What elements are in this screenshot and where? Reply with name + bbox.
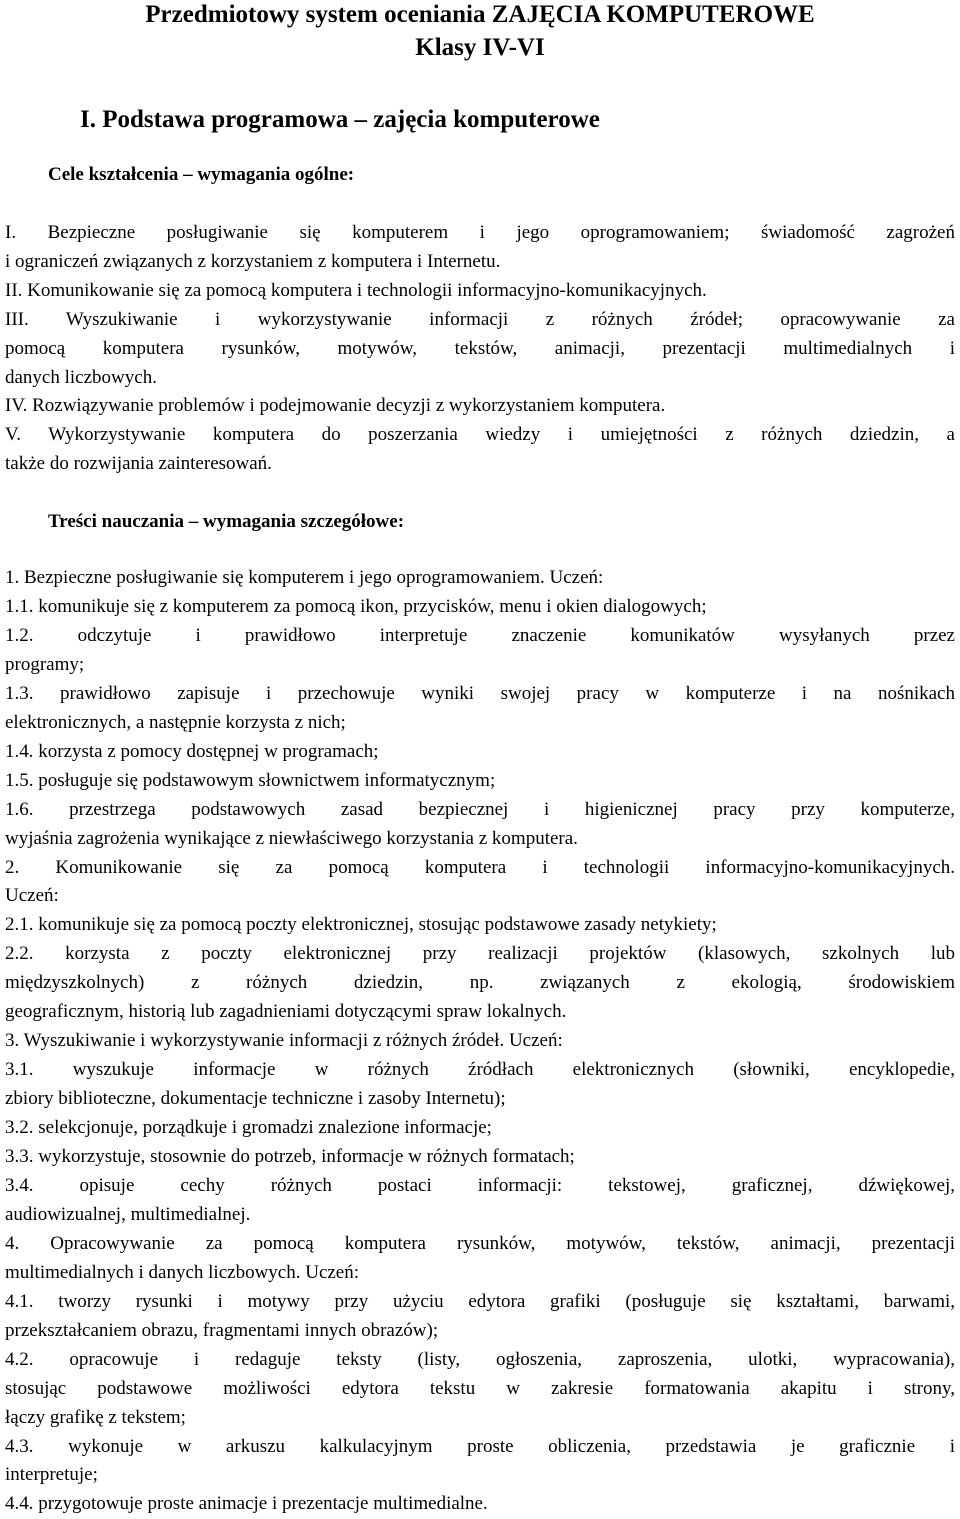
- content-line: 2. Komunikowanie się za pomocą komputera i technologii informacyjno-komunikacyjnych.: [5, 856, 955, 878]
- goal-line: III. Wyszukiwanie i wykorzystywanie informacji z różnych źródeł; opracowywanie za: [5, 308, 955, 330]
- goal-line: pomocą komputera rysunków, motywów, tekstów, animacji, prezentacji multimedialnych i: [5, 337, 955, 359]
- content-line: 4.1. tworzy rysunki i motywy przy użyciu edytora grafiki (posługuje się kształtami, barwami,: [5, 1290, 955, 1312]
- content-line: 3.3. wykorzystuje, stosownie do potrzeb, informacje w różnych formatach;: [5, 1146, 575, 1167]
- content-line: geograficznym, historią lub zagadnieniami dotyczącymi spraw lokalnych.: [5, 1001, 567, 1023]
- content-line: zbiory biblioteczne, dokumentacje techniczne i zasoby Internetu);: [5, 1088, 506, 1110]
- content-line: 1.3. prawidłowo zapisuje i przechowuje wyniki swojej pracy w komputerze i na nośnikach: [5, 682, 955, 704]
- content-line: łączy grafikę z tekstem;: [5, 1406, 186, 1428]
- content-line: 3.1. wyszukuje informacje w różnych źródłach elektronicznych (słowniki, encyklopedie,: [5, 1059, 955, 1081]
- content-line: wyjaśnia zagrożenia wynikające z niewłaściwego korzystania z komputera.: [5, 827, 578, 849]
- content-line: stosując podstawowe możliwości edytora tekstu w zakresie formatowania akapitu i strony,: [5, 1377, 955, 1399]
- content-line: 1.2. odczytuje i prawidłowo interpretuje znaczenie komunikatów wysyłanych przez: [5, 624, 955, 646]
- content-line: 1.5. posługuje się podstawowym słownictwem informatycznym;: [5, 769, 496, 791]
- content-line: programy;: [5, 653, 85, 675]
- content-line: przekształcaniem obrazu, fragmentami innych obrazów);: [5, 1319, 439, 1341]
- content-line: 2.1. komunikuje się za pomocą poczty elektronicznej, stosując podstawowe zasady netykiety;: [5, 914, 717, 936]
- goal-line: IV. Rozwiązywanie problemów i podejmowanie decyzji z wykorzystaniem komputera.: [5, 395, 666, 417]
- goal-line: I. Bezpieczne posługiwanie się komputerem i jego oprogramowaniem; świadomość zagrożeń: [5, 222, 955, 243]
- document-subtitle: Klasy IV-VI: [415, 34, 545, 61]
- content-line: elektronicznych, a następnie korzysta z nich;: [5, 711, 346, 733]
- goal-line: V. Wykorzystywanie komputera do poszerzania wiedzy i umiejętności z różnych dziedzin, a: [5, 424, 955, 446]
- content-line: 4. Opracowywanie za pomocą komputera rysunków, motywów, tekstów, animacji, prezentacji: [5, 1232, 955, 1254]
- content-line: 4.4. przygotowuje proste animacje i prezentacje multimedialne.: [5, 1493, 488, 1515]
- content-line: 4.2. opracowuje i redaguje teksty (listy, ogłoszenia, zaproszenia, ulotki, wypracowania),: [5, 1348, 955, 1370]
- content-line: 3.2. selekcjonuje, porządkuje i gromadzi znalezione informacje;: [5, 1117, 492, 1139]
- content-line: 1. Bezpieczne posługiwanie się komputerem i jego oprogramowaniem. Uczeń:: [5, 567, 604, 588]
- goal-line: i ograniczeń związanych z korzystaniem z komputera i Internetu.: [5, 250, 501, 272]
- content-line: Uczeń:: [5, 885, 59, 907]
- content-line: 2.2. korzysta z poczty elektronicznej przy realizacji projektów (klasowych, szkolnych lub: [5, 943, 955, 965]
- section-heading: I. Podstawa programowa – zajęcia komputerowe: [80, 106, 600, 133]
- goal-line: danych liczbowych.: [5, 366, 157, 388]
- content-line: interpretuje;: [5, 1464, 98, 1486]
- goals-heading: Cele kształcenia – wymagania ogólne:: [48, 164, 355, 185]
- content-heading: Treści nauczania – wymagania szczegółowe:: [48, 511, 405, 532]
- content-line: 1.4. korzysta z pomocy dostępnej w programach;: [5, 740, 379, 762]
- content-line: 3.4. opisuje cechy różnych postaci informacji: tekstowej, graficznej, dźwiękowej,: [5, 1174, 955, 1196]
- content-line: 3. Wyszukiwanie i wykorzystywanie informacji z różnych źródeł. Uczeń:: [5, 1030, 563, 1052]
- content-line: 1.1. komunikuje się z komputerem za pomocą ikon, przycisków, menu i okien dialogowych;: [5, 595, 707, 617]
- content-line: multimedialnych i danych liczbowych. Uczeń:: [5, 1261, 360, 1283]
- content-line: międzyszkolnych) z różnych dziedzin, np. związanych z ekologią, środowiskiem: [5, 972, 955, 994]
- goal-line: także do rozwijania zainteresowań.: [5, 453, 272, 475]
- content-line: 4.3. wykonuje w arkuszu kalkulacyjnym proste obliczenia, przedstawia je graficznie i: [5, 1435, 955, 1457]
- content-line: 1.6. przestrzega podstawowych zasad bezpiecznej i higienicznej pracy przy komputerze,: [5, 798, 955, 820]
- goal-line: II. Komunikowanie się za pomocą komputera i technologii informacyjno-komunikacyjnych.: [5, 279, 707, 301]
- content-line: audiowizualnej, multimedialnej.: [5, 1203, 251, 1225]
- document-title: Przedmiotowy system oceniania ZAJĘCIA KOMPUTEROWE: [145, 1, 815, 28]
